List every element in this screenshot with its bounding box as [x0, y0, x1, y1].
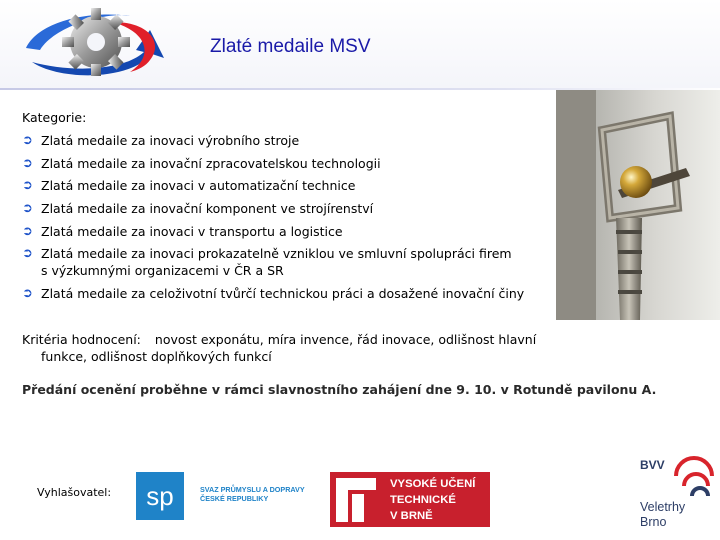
- sp-name-line2: ČESKÉ REPUBLIKY: [200, 494, 269, 503]
- list-item: [22, 223, 552, 240]
- category-label-continuation: s výzkumnými organizacemi v ČR a SR: [41, 263, 284, 279]
- list-item: [22, 200, 552, 217]
- arrow-bullet-icon: ➲: [22, 246, 33, 262]
- header-bar: [0, 0, 720, 88]
- bvv-name-line1: Veletrhy: [640, 500, 686, 514]
- vut-name: [390, 476, 475, 524]
- arrow-bullet-icon: ➲: [22, 178, 33, 194]
- page-title: Zlaté medaile MSV: [210, 36, 371, 57]
- vut-name-line2: TECHNICKÉ: [390, 494, 456, 506]
- gear-arrow-logo-icon: [18, 2, 168, 86]
- sp-logo: [136, 472, 184, 520]
- bvv-arcs-icon: [672, 456, 716, 502]
- list-item: [22, 285, 552, 302]
- bvv-mark: BVV: [640, 458, 665, 472]
- criteria-text-continuation: funkce, odlišnost doplňkových funkcí: [41, 349, 272, 364]
- arrow-bullet-icon: ➲: [22, 133, 33, 148]
- arrow-bullet-icon: ➲: [22, 223, 33, 239]
- bvv-name-line2: Brno: [640, 515, 667, 529]
- vut-logo: [330, 472, 490, 527]
- award-note: Předání ocenění proběhne v rámci slavnostního zahájení dne 9. 10. v Rotundě pavilonu A.: [22, 382, 657, 397]
- category-label: Zlatá medaile za inovaci v automatizační technice: [41, 178, 356, 194]
- sp-logo-icon: [136, 472, 184, 520]
- arrow-bullet-icon: ➲: [22, 155, 33, 171]
- vut-t-icon: [336, 478, 376, 522]
- bvv-name: [640, 500, 685, 530]
- vut-name-line1: VYSOKÉ UČENÍ: [390, 478, 476, 490]
- category-label: Zlatá medaile za inovaci v transportu a logistice: [41, 223, 343, 239]
- announcer-label: Vyhlašovatel:: [37, 486, 112, 499]
- category-label: Zlatá medaile za celoživotní tvůrčí technickou práci a dosažené inovační činy: [41, 286, 525, 302]
- sp-name: [200, 485, 305, 503]
- trophy-photo: [556, 90, 720, 320]
- category-label: Zlatá medaile za inovační komponent ve strojírenství: [41, 201, 374, 217]
- categories-heading: Kategorie:: [22, 110, 87, 125]
- list-item: [22, 177, 552, 194]
- list-item: [22, 132, 552, 149]
- arrow-bullet-icon: ➲: [22, 201, 33, 217]
- sp-mark: sp: [146, 481, 174, 511]
- list-item: [22, 155, 552, 172]
- criteria-text: novost exponátu, míra invence, řád inovace, odlišnost hlavní: [154, 332, 537, 347]
- categories-list: [22, 132, 552, 308]
- category-label: Zlatá medaile za inovační zpracovatelskou technologii: [41, 155, 381, 171]
- sp-name-line1: SVAZ PRŮMYSLU A DOPRAVY: [200, 485, 305, 494]
- category-label: Zlatá medaile za inovaci prokazatelně vzniklou ve smluvní spolupráci firem: [41, 246, 512, 262]
- list-item: [22, 245, 552, 279]
- category-label: Zlatá medaile za inovaci výrobního stroje: [41, 133, 300, 148]
- criteria-label: Kritéria hodnocení:: [22, 332, 141, 347]
- criteria-block: [22, 331, 562, 365]
- arrow-bullet-icon: ➲: [22, 286, 33, 302]
- vut-name-line3: V BRNĚ: [390, 510, 433, 522]
